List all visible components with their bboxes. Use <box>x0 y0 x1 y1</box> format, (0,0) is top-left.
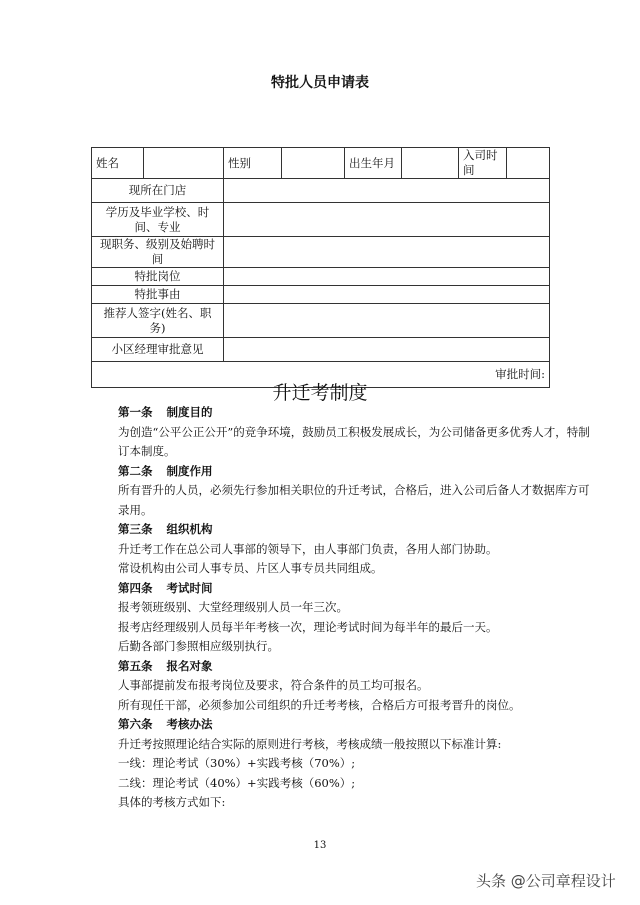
gender-label: 性别 <box>224 148 282 179</box>
paragraph: 一线：理论考试（30%）+实践考核（70%）; <box>118 756 356 770</box>
paragraph: 人事部提前发布报考岗位及要求，符合条件的员工均可报名。 <box>118 678 429 692</box>
education-field[interactable] <box>224 203 550 237</box>
page-number: 13 <box>313 840 327 851</box>
application-form-table <box>91 147 550 388</box>
store-field[interactable] <box>224 179 550 203</box>
rules-body <box>118 403 593 813</box>
paragraph: 具体的考核方式如下: <box>118 795 226 809</box>
paragraph: 报考店经理级别人员每半年考核一次，理论考试时间为每半年的最后一天。 <box>118 619 498 634</box>
gender-field[interactable] <box>282 148 345 179</box>
manager-approval-field[interactable] <box>224 338 550 362</box>
section-heading: 第五条 报名对象 <box>118 658 213 673</box>
special-post-field[interactable] <box>224 268 550 286</box>
special-reason-field[interactable] <box>224 286 550 304</box>
paragraph: 常设机构由公司人事专员、片区人事专员共同组成。 <box>118 561 383 575</box>
manager-approval-label: 小区经理审批意见 <box>92 338 224 362</box>
paragraph: 后勤各部门参照相应级别执行。 <box>118 639 279 653</box>
join-date-label: 入司时间 <box>459 148 507 179</box>
paragraph: 升迁考工作在总公司人事部的领导下，由人事部门负责，各用人部门协助。 <box>118 541 498 556</box>
birth-field[interactable] <box>402 148 459 179</box>
special-reason-label: 特批事由 <box>92 286 224 304</box>
recommender-label: 推荐人签字(姓名、职务) <box>92 304 224 338</box>
store-label: 现所在门店 <box>92 179 224 203</box>
section-heading: 第四条 考试时间 <box>118 580 213 595</box>
rules-title: 升迁考制度 <box>272 382 368 404</box>
position-field[interactable] <box>224 237 550 268</box>
education-label: 学历及毕业学校、时间、专业 <box>92 203 224 237</box>
paragraph: 所有晋升的人员，必须先行参加相关职位的升迁考试，合格后，进入公司后备人才数据库方可录用。 <box>118 483 590 517</box>
special-post-label: 特批岗位 <box>92 268 224 286</box>
paragraph: 二线：理论考试（40%）+实践考核（60%）; <box>118 775 356 790</box>
paragraph: 升迁考按照理论结合实际的原则进行考核，考核成绩一般按照以下标准计算: <box>118 736 502 751</box>
form-title: 特批人员申请表 <box>271 75 369 91</box>
birth-label: 出生年月 <box>345 148 402 179</box>
paragraph: 报考领班级别、大堂经理级别人员一年三次。 <box>118 600 348 614</box>
name-label: 姓名 <box>92 148 144 179</box>
watermark: 头条 @公司章程设计 <box>476 872 616 890</box>
paragraph: 为创造“公平公正公开”的竞争环境，鼓励员工积极发展成长，为公司储备更多优秀人才，特制订本制度。 <box>118 424 590 458</box>
approval-time-label: 审批时间: <box>92 362 550 388</box>
name-field[interactable] <box>144 148 224 179</box>
section-heading: 第三条 组织机构 <box>118 522 213 536</box>
recommender-field[interactable] <box>224 304 550 338</box>
join-date-field[interactable] <box>507 148 550 179</box>
section-heading: 第六条 考核办法 <box>118 717 213 731</box>
section-heading: 第一条 制度目的 <box>118 405 213 419</box>
paragraph: 所有现任干部，必须参加公司组织的升迁考考核，合格后方可报考晋升的岗位。 <box>118 697 521 712</box>
section-heading: 第二条 制度作用 <box>118 463 213 478</box>
position-label: 现职务、级别及始聘时间 <box>92 237 224 268</box>
